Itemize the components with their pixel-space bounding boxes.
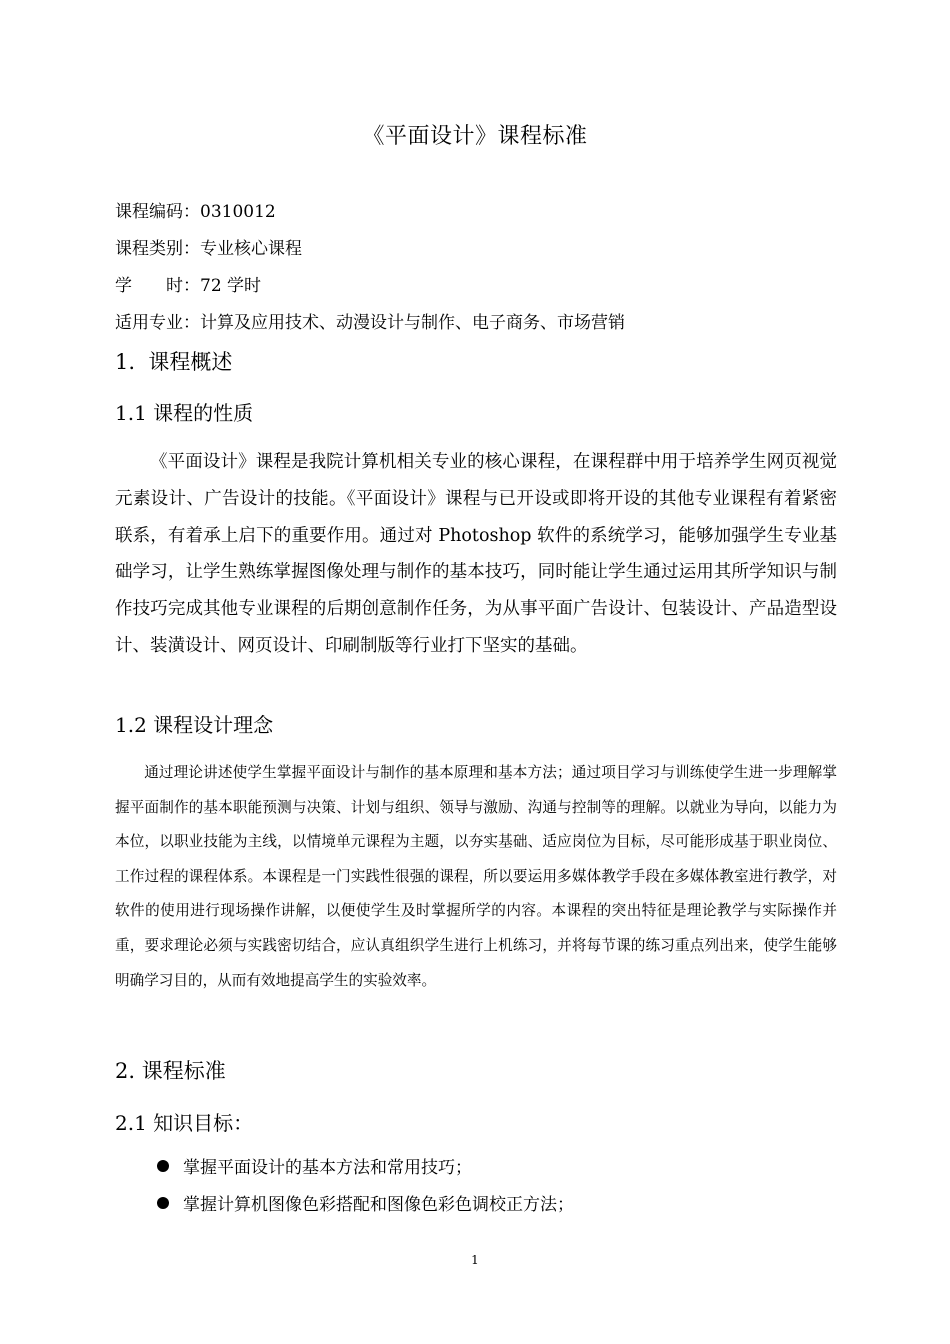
page-title: 《平面设计》课程标准 [362, 124, 588, 149]
section-1-2-paragraph: 通过理论讲述使学生掌握平面设计与制作的基本原理和基本方法；通过项目学习与训练使学生进一步理解掌握平面制作的基本职能预测与决策、计划与组织、领导与激励、沟通与控制等的理解。以就业为导向，以能力为本位，以职业技能为主线，以情境单元课程为主题，以夯实基础、适应岗位为目标，尽可能形成基于职业岗位、工作过程的课程体系。本课程是一门实践性很强的课程，所以要运用多媒体教学手段在多媒体教室进行教学，对软件的使用进行现场操作讲解，以便使学生及时掌握所学的内容。本课程的突出特征是理论教学与实际操作并重，要求理论必须与实践密切结合，应认真组织学生进行上机练习，并将每节课的练习重点列出来，使学生能够明确学习目的，从而有效地提高学生的实验效率。 [115, 764, 837, 989]
meta-value: 72 学时 [200, 276, 262, 296]
meta-label: 课程类别： [115, 239, 200, 259]
meta-course-category [115, 236, 855, 262]
section-2-1-heading: 2.1 知识目标： [115, 1111, 254, 1135]
list-item-text: 掌握平面设计的基本方法和常用技巧； [183, 1158, 472, 1178]
bullet-icon [157, 1197, 169, 1209]
meta-value: 专业核心课程 [200, 239, 302, 259]
bullet-icon [157, 1160, 169, 1172]
list-item-text: 掌握计算机图像色彩搭配和图像色彩色调校正方法； [183, 1195, 574, 1215]
meta-label: 适用专业： [115, 313, 200, 333]
meta-label: 学 时： [115, 276, 200, 296]
list-item [157, 1154, 574, 1191]
list-item [157, 1191, 574, 1228]
section-1-2-heading: 1.2 课程设计理念 [115, 713, 274, 737]
page-number: 1 [471, 1253, 479, 1267]
section-1-1-heading: 1.1 课程的性质 [115, 401, 254, 425]
meta-course-code [115, 199, 855, 225]
meta-label: 课程编码： [115, 202, 200, 222]
section-2-heading: 2. 课程标准 [115, 1059, 226, 1083]
section-1-heading: 1. 课程概述 [115, 350, 233, 374]
meta-applicable-majors [115, 310, 855, 336]
meta-hours [115, 273, 855, 299]
knowledge-goals-list [157, 1154, 574, 1228]
meta-value: 计算及应用技术、动漫设计与制作、电子商务、市场营销 [200, 313, 625, 333]
meta-value: 0310012 [200, 202, 276, 222]
section-1-1-paragraph: 《平面设计》课程是我院计算机相关专业的核心课程，在课程群中用于培养学生网页视觉元素设计、广告设计的技能。《平面设计》课程与已开设或即将开设的其他专业课程有着紧密联系，有着承上启下的重要作用。通过对 Photoshop 软件的系统学习，能够加强学生专业基础学习，让学生熟练掌握图像处理与制作的基本技巧，同时能让学生通过运用其所学知识与制作技巧完成其他专业课程的后期创意制作任务，为从事平面广告设计、包装设计、产品造型设计、装潢设计、网页设计、印刷制版等行业打下坚实的基础。 [115, 452, 837, 656]
